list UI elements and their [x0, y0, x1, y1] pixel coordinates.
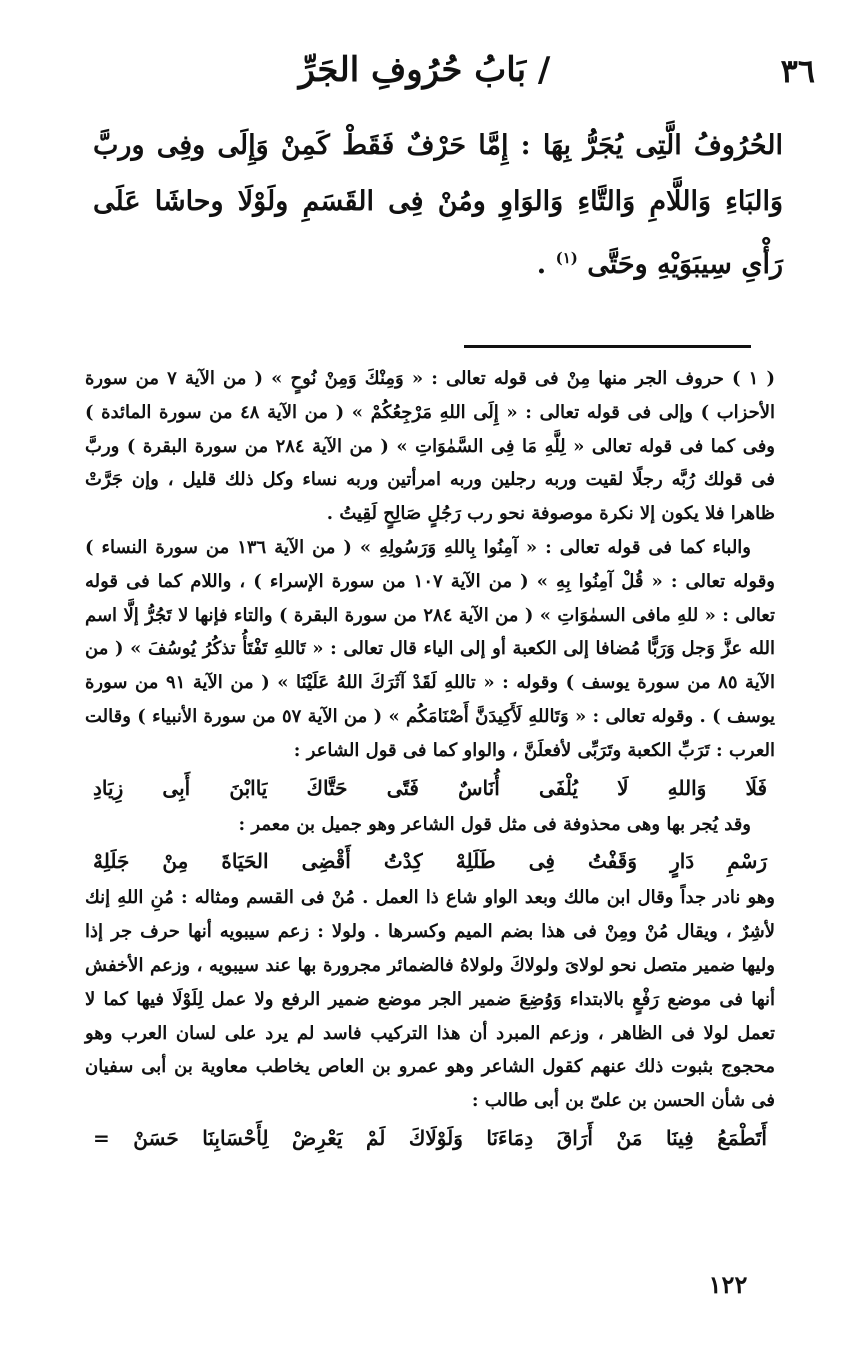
page-number: ١٢٢: [708, 1270, 748, 1299]
main-text-body: الحُرُوفُ الَّتِى يُجَرُّ بِهَا : إِمَّا حَرْفٌ فَقَطْ كَمِنْ وَإِلَى وفِى وربَّ وَالبَاءِ وَاللَّامِ وَالتَّاءِ وَالوَاوِ ومُنْ فِى القَسَمِ ولَوْلَا وحاشَا عَلَى رَأْىِ سِيبَوَيْهِ وحَتَّى: [93, 130, 783, 280]
footnote-paragraph: وقد يُجر بها وهى محذوفة فى مثل قول الشاعر وهو جميل بن معمر :: [238, 813, 751, 835]
footnote-reference: (١): [555, 249, 578, 267]
footnote-paragraph: والباء كما فى قوله تعالى : « آمِنُوا بِاللهِ وَرَسُولِهِ » ( من الآية ١٣٦ من سورة النساء ) وقوله تعالى : « قُلْ آمِنُوا بِهِ » ( من الآية ١٠٧ من سورة الإسراء ) ، واللام كما فى قوله تعالى : « للهِ مافى السمٰوَاتِ » ( من الآية ٢٨٤ من سورة البقرة ) والتاء فإنها لا تَجُرُّ إلَّا اسم الله عزَّ وَجل وَرَبًّا مُضافا إلى الكعبة أو إلى الياء قال تعالى : « تَاللهِ تَفْتَأُ تذكُرُ يُوسُفَ » ( من الآية ٨٥ من سورة يوسف ) وقوله : « تاللهِ لَقَدْ آثَرَكَ اللهُ عَلَيْنَا » ( من الآية ٩١ من سورة يوسف ) . وقوله تعالى : « وَتَاللهِ لَأَكِيدَنَّ أَصْنَامَكُم » ( من الآية ٥٧ من سورة الأنبياء ) وقالت العرب : تَرَبِّ الكعبة وتَرَبِّى لأفعلَنَّ ، والواو كما فى قول الشاعر :: [85, 536, 775, 761]
main-paragraph: الحُرُوفُ الَّتِى يُجَرُّ بِهَا : إِمَّا حَرْفٌ فَقَطْ كَمِنْ وَإِلَى وفِى وربَّ وَالبَاءِ وَاللَّامِ وَالتَّاءِ وَالوَاوِ ومُنْ فِى القَسَمِ ولَوْلَا وحاشَا عَلَى رَأْىِ سِيبَوَيْهِ وحَتَّى $^{(١)}$ .: [93, 130, 783, 280]
footnote-separator: [464, 345, 751, 348]
poetry-verse: أَتَطْمَعُ فِينَا مَنْ أَرَاقَ دِمَاءَنَا وَلَوْلَاكَ لَمْ يَعْرِضْ لِأَحْسَابِنَا حَسَنْ =: [93, 1125, 767, 1150]
footnotes: [85, 362, 775, 1158]
poetry-verse: رَسْمِ دَارٍ وَقَفْتُ فِى طَلَلِهْ كِدْتُ أَقْضِى الحَيَاةَ مِنْ جَلَلِهْ: [93, 849, 767, 874]
footnote-paragraph: وهو نادر جداً وقال ابن مالك وبعد الواو شاع ذا العمل . مُنْ فى القسم ومثاله : مُنِ اللهِ إنك لأشِرٌ ، ويقال مُنْ ومِنْ فى هذا بضم الميم وكسرها . ولولا : زعم سيبويه أنها حرف جر إذا وليها ضمير متصل نحو لولاىَ ولولاكَ ولولاهُ فالضمائر مجرورة بها عند سيبويه ، وزعم الأخفش أنها فى موضع رَفْعٍ بالابتداء وَوُضِعَ ضمير الجر موضع ضمير الرفع ولا عمل لِلَوْلَا فيها كما لا تعمل لولا فى الظاهر ، وزعم المبرد أن هذا التركيب فاسد لم يرد على لسان العرب وهو محجوج بثبوت ذلك عنهم كقول الشاعر وهو عمرو بن العاص يخاطب معاوية بن أبى سفيان فى شأن الحسن بن علىّ بن أبى طالب :: [85, 887, 776, 1112]
chapter-title: / بَابُ حُرُوفِ الجَرِّ: [298, 50, 551, 90]
poetry-verse: فَلَا وَاللهِ لَا يُلْفَى أُنَاسٌ فَتًى حَتَّاكَ يَاابْنَ أَبِى زِيَادِ: [93, 775, 767, 800]
chapter-marker: ٣٦: [780, 52, 815, 90]
footnote-paragraph: ( ١ ) حروف الجر منها مِنْ فى قوله تعالى : « وَمِنْكَ وَمِنْ نُوحٍ » ( من الآية ٧ من سورة الأحزاب ) وإلى فى قوله تعالى : « إِلَى اللهِ مَرْجِعُكُمْ » ( من الآية ٤٨ من سورة المائدة ) وفى كما فى قوله تعالى « لِلَّهِ مَا فِى السَّمٰوَاتِ » ( من الآية ٢٨٤ من سورة البقرة ) وربَّ فى قولك رُبَّه رجلًا لقيت وربه رجلين وربه امرأتين وربه نساء وكل ذلك قليل ، وإن جَرَّتْ ظاهرا فلا يكون إلا نكرة موصوفة نحو رب رَجُلٍ صَالِحٍ لَقِيتُ .: [85, 368, 775, 525]
